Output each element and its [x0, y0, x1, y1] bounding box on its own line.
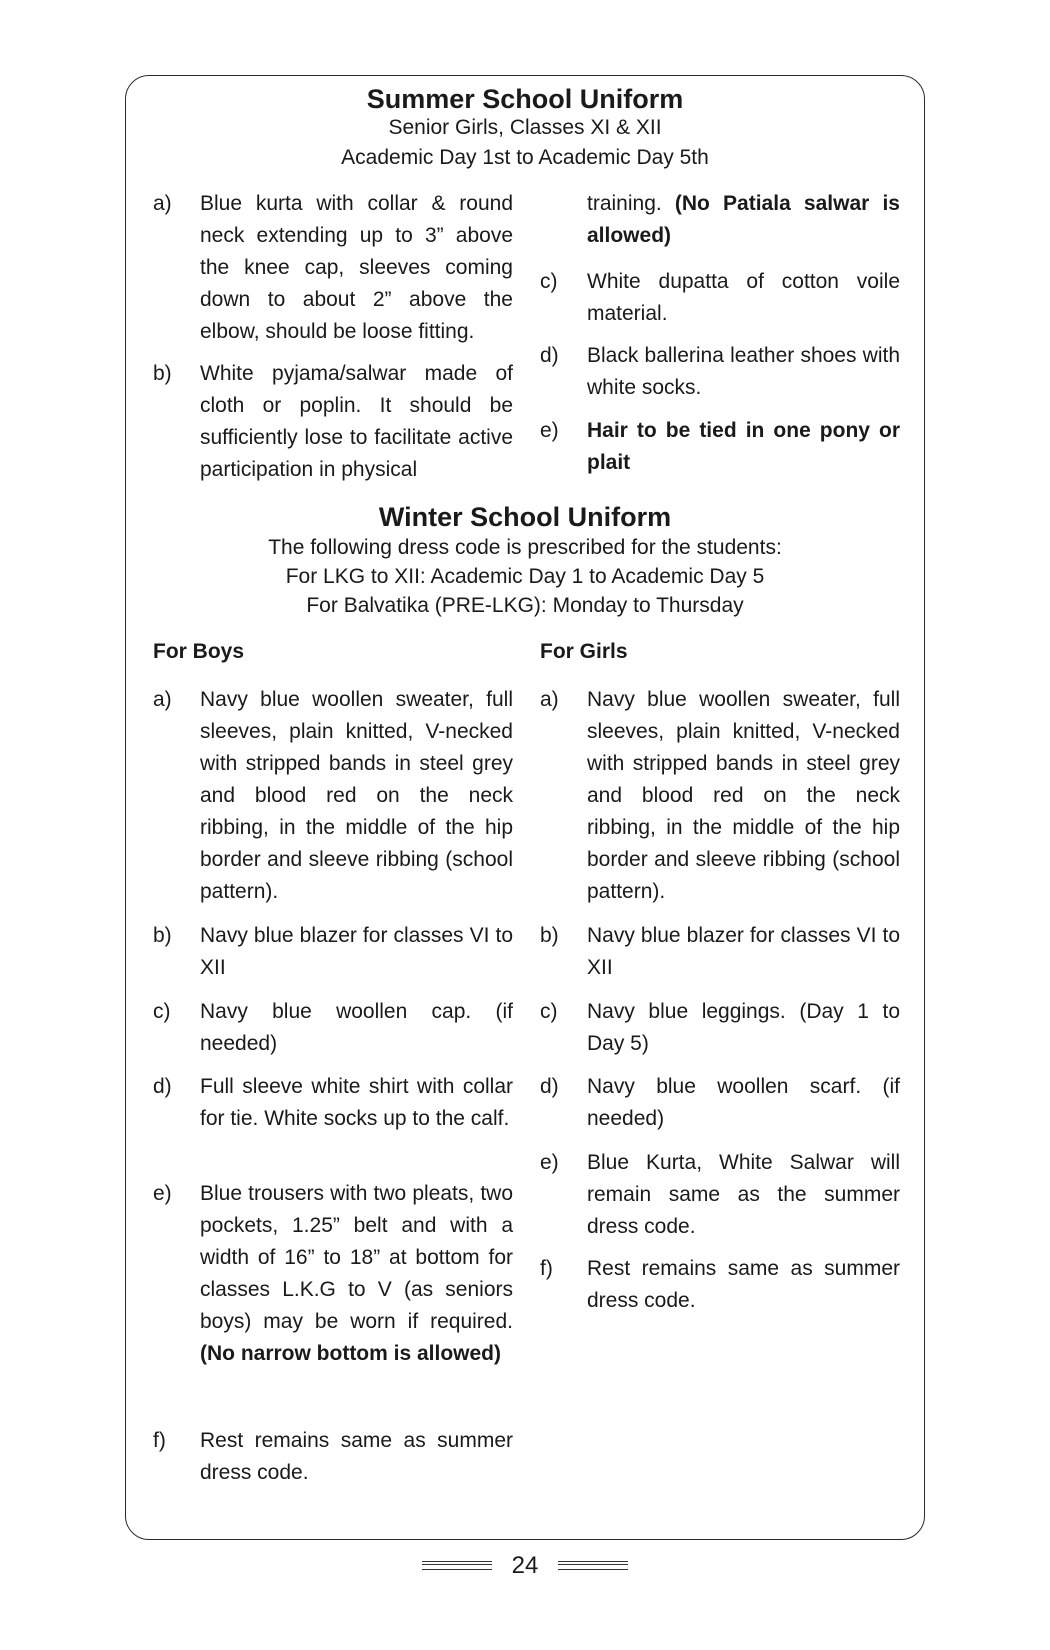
item-label: e): [153, 1182, 172, 1205]
item-label: b): [540, 924, 559, 947]
item-text: Black ballerina leather shoes with white socks.: [587, 344, 900, 399]
item-bold-note: (No Patiala salwar is allowed): [587, 192, 900, 247]
item-text: Rest remains same as summer dress code.: [587, 1257, 900, 1312]
item-label: c): [540, 270, 558, 293]
summer-title: Summer School Uniform: [366, 84, 684, 114]
item-text: Blue trousers with two pleats, two pockets, 1.25” belt and with a width of 16” to 18” at bottom for classes L.K.G to V (as seniors boys) may be worn if required.: [200, 1182, 513, 1333]
item-label: d): [540, 1075, 559, 1098]
summer-item-b-continued: [587, 188, 900, 252]
item-text: Blue Kurta, White Salwar will remain same as the summer dress code.: [587, 1151, 900, 1238]
item-text: Navy blue blazer for classes VI to XII: [587, 924, 900, 979]
item-label: d): [540, 344, 559, 367]
item-text: Hair to be tied in one pony or plait: [587, 419, 900, 474]
item-text: Rest remains same as summer dress code.: [200, 1429, 513, 1484]
winter-intro: The following dress code is prescribed for the students:: [268, 536, 782, 559]
item-text: Navy blue woollen scarf. (if needed): [587, 1075, 900, 1130]
item-text: Navy blue leggings. (Day 1 to Day 5): [587, 1000, 900, 1055]
winter-days-lkg: For LKG to XII: Academic Day 1 to Academic Day 5: [285, 565, 765, 588]
item-text: Navy blue woollen sweater, full sleeves, plain knitted, V-necked with stripped bands in steel grey and blood red on the neck ribbing, in the middle of the hip border and sleeve ribbing (school pattern).: [587, 688, 900, 903]
item-label: a): [153, 688, 172, 711]
item-label: e): [540, 1151, 559, 1174]
footer-rule-left: [422, 1561, 492, 1570]
item-label: a): [540, 688, 559, 711]
item-text: Blue kurta with collar & round neck extending up to 3” above the knee cap, sleeves coming down to about 2” above the elbow, should be loose fitting.: [200, 192, 513, 343]
page-footer: [0, 1550, 1050, 1590]
item-text: Navy blue blazer for classes VI to XII: [200, 924, 513, 979]
item-label: c): [153, 1000, 171, 1023]
item-text: Full sleeve white shirt with collar for tie. White socks up to the calf.: [200, 1075, 513, 1130]
item-text-block: [200, 1178, 513, 1370]
summer-subtitle-days: Academic Day 1st to Academic Day 5th: [341, 146, 709, 169]
item-label: e): [540, 419, 559, 442]
item-bold-note: (No narrow bottom is allowed): [200, 1342, 502, 1365]
item-label: f): [153, 1429, 166, 1452]
winter-title: Winter School Uniform: [378, 502, 672, 532]
item-label: c): [540, 1000, 558, 1023]
item-text: White pyjama/salwar made of cloth or poplin. It should be sufficiently lose to facilitate active participation in physical: [200, 362, 513, 481]
item-text: training.: [587, 192, 662, 215]
item-text: Navy blue woollen sweater, full sleeves, plain knitted, V-necked with stripped bands in steel grey and blood red on the neck ribbing, in the middle of the hip border and sleeve ribbing (school pattern).: [200, 688, 513, 903]
item-text: Navy blue woollen cap. (if needed): [200, 1000, 513, 1055]
boys-heading: For Boys: [153, 640, 245, 663]
winter-days-balvatika: For Balvatika (PRE-LKG): Monday to Thursday: [306, 594, 744, 617]
item-label: a): [153, 192, 172, 215]
item-label: b): [153, 362, 172, 385]
girls-heading: For Girls: [540, 640, 628, 663]
footer-rule-right: [558, 1561, 628, 1570]
item-text: White dupatta of cotton voile material.: [587, 270, 900, 325]
item-label: f): [540, 1257, 553, 1280]
summer-subtitle-classes: Senior Girls, Classes XI & XII: [388, 116, 662, 139]
page-number: 24: [511, 1552, 539, 1579]
item-label: b): [153, 924, 172, 947]
item-label: d): [153, 1075, 172, 1098]
